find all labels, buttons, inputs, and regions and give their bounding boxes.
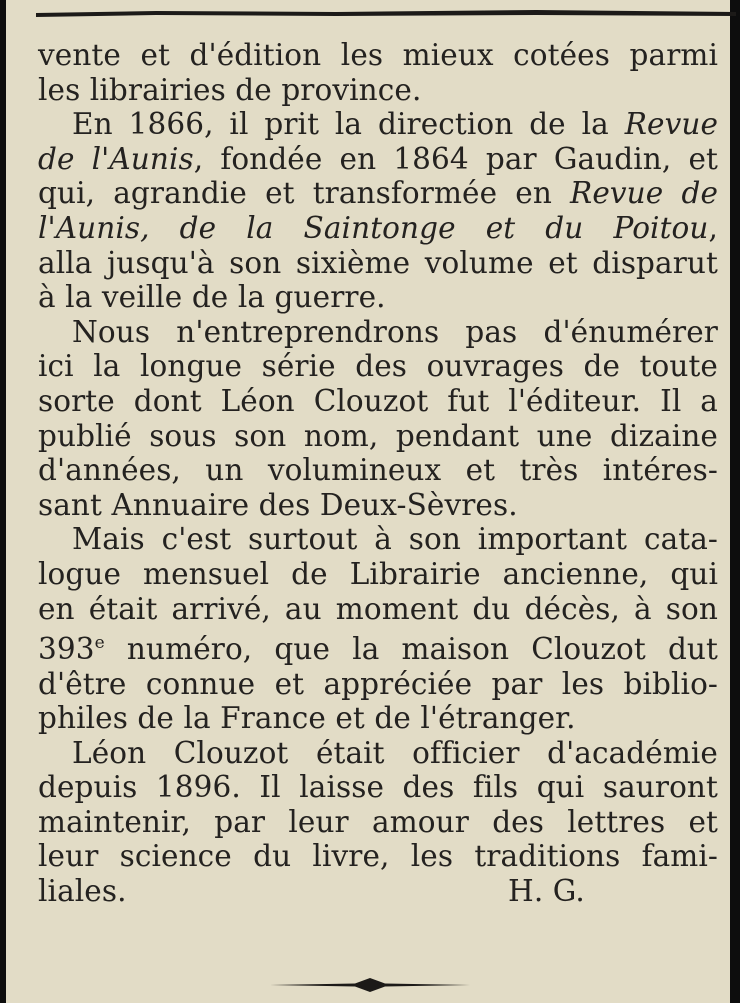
text-line-5	[38, 176, 718, 211]
text-line-19: d'être connue et appréciée par les biblio-	[38, 666, 718, 701]
text-line-24: leur science du livre, les traditions fami-	[38, 839, 718, 874]
text-line-17: en était arrivé, au moment du décès, à son	[38, 591, 718, 626]
article-body	[38, 38, 718, 909]
text-line-9: Nous n'entreprendrons pas d'énumérer	[72, 314, 718, 349]
text-line-11: sorte dont Léon Clouzot fut l'éditeur. Il a	[38, 383, 718, 418]
text-line-7: alla jusqu'à son sixième volume et disparut	[38, 245, 718, 280]
scan-left-border	[0, 0, 6, 1003]
text-line-14: sant Annuaire des Deux-Sèvres.	[38, 487, 518, 522]
italic-title-fragment: Revue de	[570, 176, 718, 211]
text-line-13: d'années, un volumineux et très intéres-	[38, 453, 718, 488]
top-rule	[36, 6, 736, 20]
text-line-2: les librairies de province.	[38, 72, 422, 107]
text-fragment: liales.	[38, 874, 127, 909]
text-line-3	[38, 107, 718, 142]
issue-number: 393	[38, 631, 95, 666]
text-fragment: En 1866, il prit la direction de la	[72, 107, 625, 142]
text-line-8: à la veille de la guerre.	[38, 280, 386, 315]
text-line-25	[38, 874, 718, 909]
text-line-21: Léon Clouzot était officier d'académie	[72, 735, 718, 770]
scan-right-border	[730, 0, 740, 1003]
text-fragment: qui, agrandie et transformée en	[38, 176, 571, 211]
text-fragment: ,	[708, 210, 718, 245]
italic-title-fragment: de l'Aunis	[38, 141, 194, 176]
italic-title-fragment: l'Aunis, de la Saintonge et du Poitou	[38, 210, 709, 245]
italic-title-fragment: Revue	[624, 107, 718, 142]
text-line-22: depuis 1896. Il laisse des fils qui sauront	[38, 770, 718, 805]
text-line-16: logue mensuel de Librairie ancienne, qui	[38, 556, 718, 591]
text-line-15: Mais c'est surtout à son important cata-	[72, 522, 718, 557]
text-line-4	[38, 142, 718, 177]
text-line-10: ici la longue série des ouvrages de toute	[38, 349, 718, 384]
text-line-18	[38, 626, 718, 666]
text-line-20: philes de la France et de l'étranger.	[38, 701, 576, 736]
text-fragment: numéro, que la maison Clouzot dut	[104, 631, 718, 666]
ordinal-superscript: e	[94, 633, 105, 654]
author-signature: H. G.	[508, 874, 585, 909]
text-line-1: vente et d'édition les mieux cotées parmi	[38, 38, 718, 72]
text-line-23: maintenir, par leur amour des lettres et	[38, 804, 718, 839]
text-line-12: publié sous son nom, pendant une dizaine	[38, 418, 718, 453]
text-line-6	[38, 211, 718, 246]
end-ornament	[270, 974, 470, 996]
text-fragment: , fondée en 1864 par Gaudin, et	[193, 141, 718, 176]
